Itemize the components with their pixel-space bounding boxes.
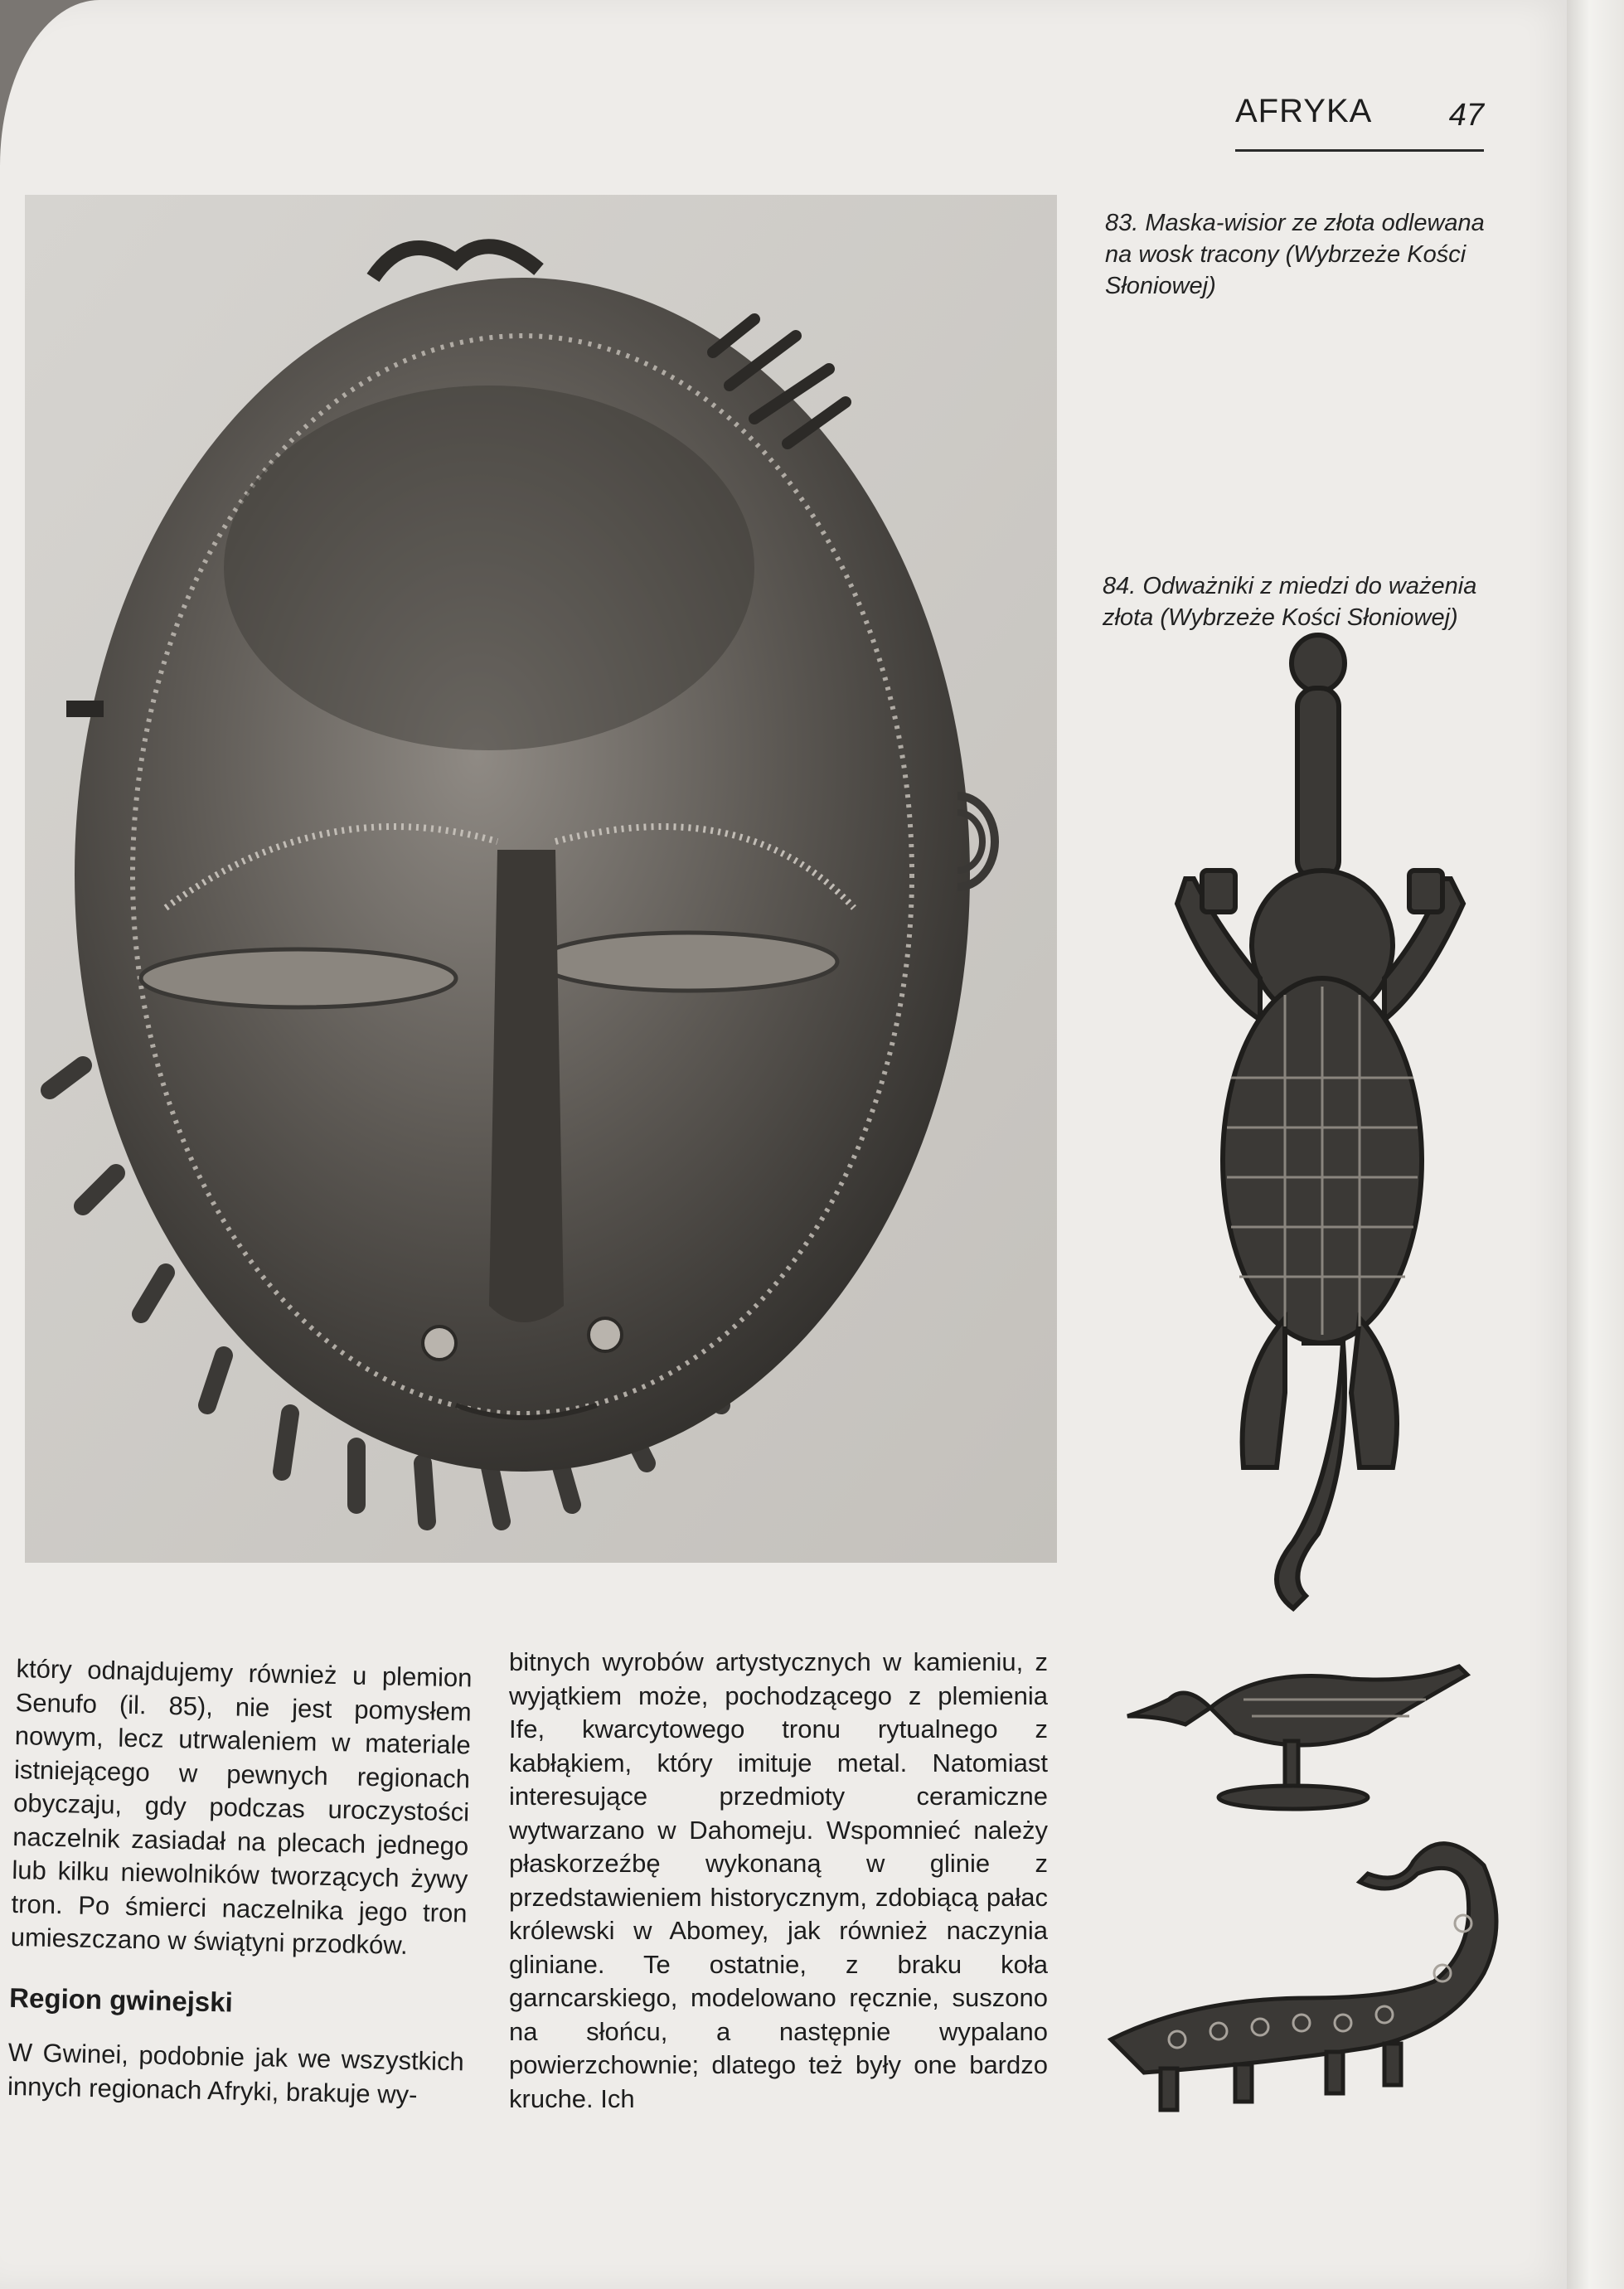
photo-gold-mask <box>25 195 1057 1563</box>
gold-mask-illustration <box>25 195 1057 1563</box>
text-column-left <box>7 1652 473 2112</box>
gold-weights-illustration <box>1094 630 1509 2164</box>
running-header <box>1235 91 1484 152</box>
caption-84: 84. Odważniki z miedzi do ważenia złota (Wybrzeże Kości Słoniowej) <box>1103 573 1477 631</box>
page-edge <box>1567 0 1624 2289</box>
crocodile-weight <box>1111 1844 1496 2110</box>
paragraph: W Gwinei, podobnie jak we wszystkich innych regionach Afryki, brakuje wy- <box>7 2037 465 2109</box>
text-column-right <box>509 1646 1048 2116</box>
section-heading: Region gwinejski <box>8 1981 234 2018</box>
bird-weight <box>1127 1666 1467 1809</box>
figure-weight <box>1177 635 1463 1608</box>
paragraph: który odnajdujemy również u plemion Senufo (il. 85), nie jest pomysłem nowym, lecz utrwaleniem w materiale istniejącego w pewnych regionach obyczaju, gdy podczas uroczystości naczelnik zasiadał na plecach jednego lub kilku niewolników tworzących żywy tron. Po śmierci naczelnika jego tron umieszczano w świątyni przodków. <box>10 1653 473 1960</box>
photo-gold-weights <box>1094 630 1509 2164</box>
paragraph: bitnych wyrobów artystycznych w kamieniu, z wyjątkiem może, pochodzącego z plemienia Ife, kwarcytowego tronu rytualnego z kabłąkiem, który imituje metal. Natomiast interesujące przedmioty ceramiczne wytwarzano w Dahomeju. Wspomnieć należy płaskorzeźbę wykonaną w glinie z przedstawieniem historycznym, zdobiącą pałac królewski w Abomey, jak również naczynia gliniane. Te ostatnie, z braku koła garncarskiego, modelowano ręcznie, suszono na słońcu, a następnie wypalano powierzchownie; dlatego też były one bardzo kruche. Ich <box>509 1647 1048 2113</box>
page-number: 47 <box>1448 98 1484 133</box>
caption-83: 83. Maska-wisior ze złota odlewana na wosk tracony (Wybrzeże Kości Słoniowej) <box>1105 210 1485 299</box>
chapter-title: AFRYKA <box>1235 93 1373 129</box>
